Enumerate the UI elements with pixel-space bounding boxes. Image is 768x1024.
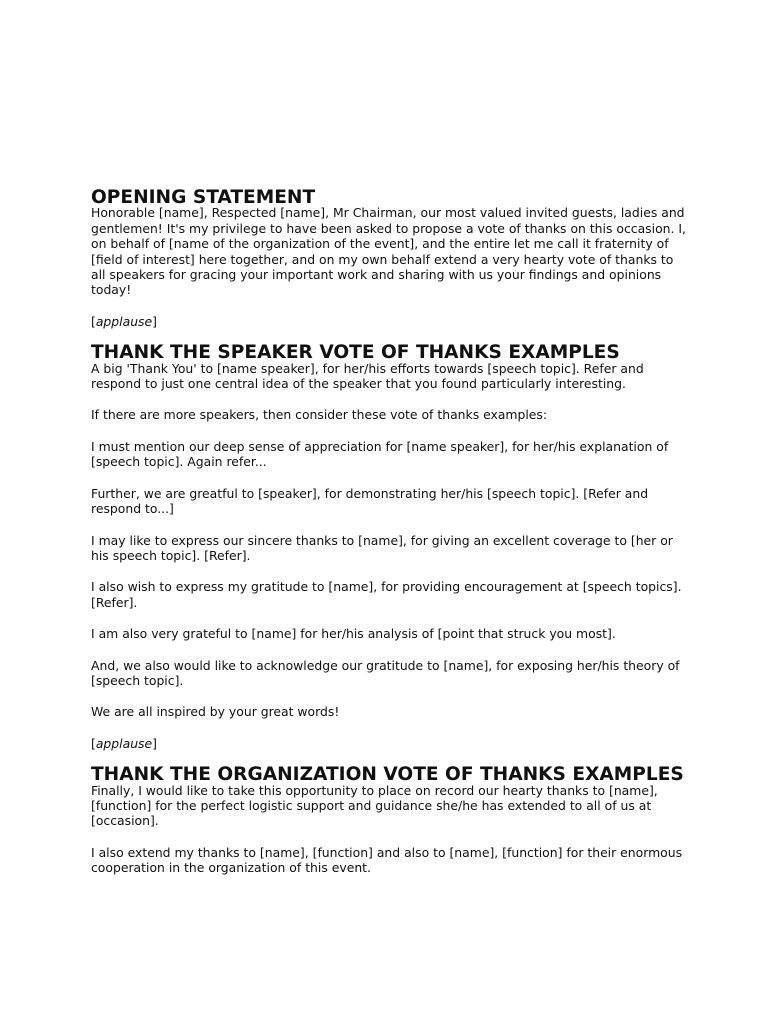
paragraph: Further, we are greatful to [speaker], for demonstrating her/his [speech topic]. [Refer and respond to...] <box>91 485 649 517</box>
section-opening-statement <box>91 187 691 329</box>
section-heading: THANK THE ORGANIZATION VOTE OF THANKS EXAMPLES <box>91 764 684 786</box>
paragraph: Finally, I would like to take this opportunity to place on record our hearty thanks to [name], [function] for the perfect logistic support and guidance she/he has extended to all of us at [occasion]. <box>91 782 658 829</box>
section-heading: OPENING STATEMENT <box>91 187 316 208</box>
applause-note: [applause] <box>91 313 157 329</box>
paragraph: If there are more speakers, then consider these vote of thanks examples: <box>91 407 548 423</box>
applause-note: [applause] <box>91 735 157 751</box>
paragraph: I am also very grateful to [name] for her/his analysis of [point that struck you most]. <box>91 626 616 642</box>
paragraph: And, we also would like to acknowledge our gratitude to [name], for exposing her/his theory of [speech topic]. <box>91 657 680 688</box>
paragraph: I may like to express our sincere thanks to [name], for giving an excellent coverage to [her or his speech topic]. [Refer]. <box>91 532 673 563</box>
paragraph: A big 'Thank You' to [name speaker], for her/his efforts towards [speech topic]. Refer and respond to just one central idea of the speaker that you found particularly interesting. <box>91 360 644 392</box>
section-thank-the-organization <box>91 764 691 876</box>
paragraph: We are all inspired by your great words! <box>91 704 340 720</box>
paragraph: I also wish to express my gratitude to [name], for providing encouragement at [speech topics]. [Refer]. <box>91 579 682 610</box>
paragraph: I also extend my thanks to [name], [function] and also to [name], [function] for their enormous cooperation in the organization of this event. <box>91 844 683 876</box>
section-heading: THANK THE SPEAKER VOTE OF THANKS EXAMPLES <box>91 342 620 364</box>
applause-text: applause <box>95 313 153 329</box>
paragraph: Honorable [name], Respected [name], Mr Chairman, our most valued invited guests, ladies and gentlemen! It's my privilege to have been asked to propose a vote of thanks on this occasion. I, on behalf of [name of the organization of the event], and the entire let me call it fraternity of [field of interest] here together, and on my own behalf extend a very hearty vote of thanks to all speakers for gracing your important work and sharing with us your findings and opinions today! <box>91 205 686 298</box>
applause-text: applause <box>95 735 153 751</box>
document-body <box>91 187 691 876</box>
paragraph: I must mention our deep sense of appreciation for [name speaker], for her/his explanation of [speech topic]. Again refer... <box>91 438 669 470</box>
section-thank-the-speaker <box>91 342 691 751</box>
